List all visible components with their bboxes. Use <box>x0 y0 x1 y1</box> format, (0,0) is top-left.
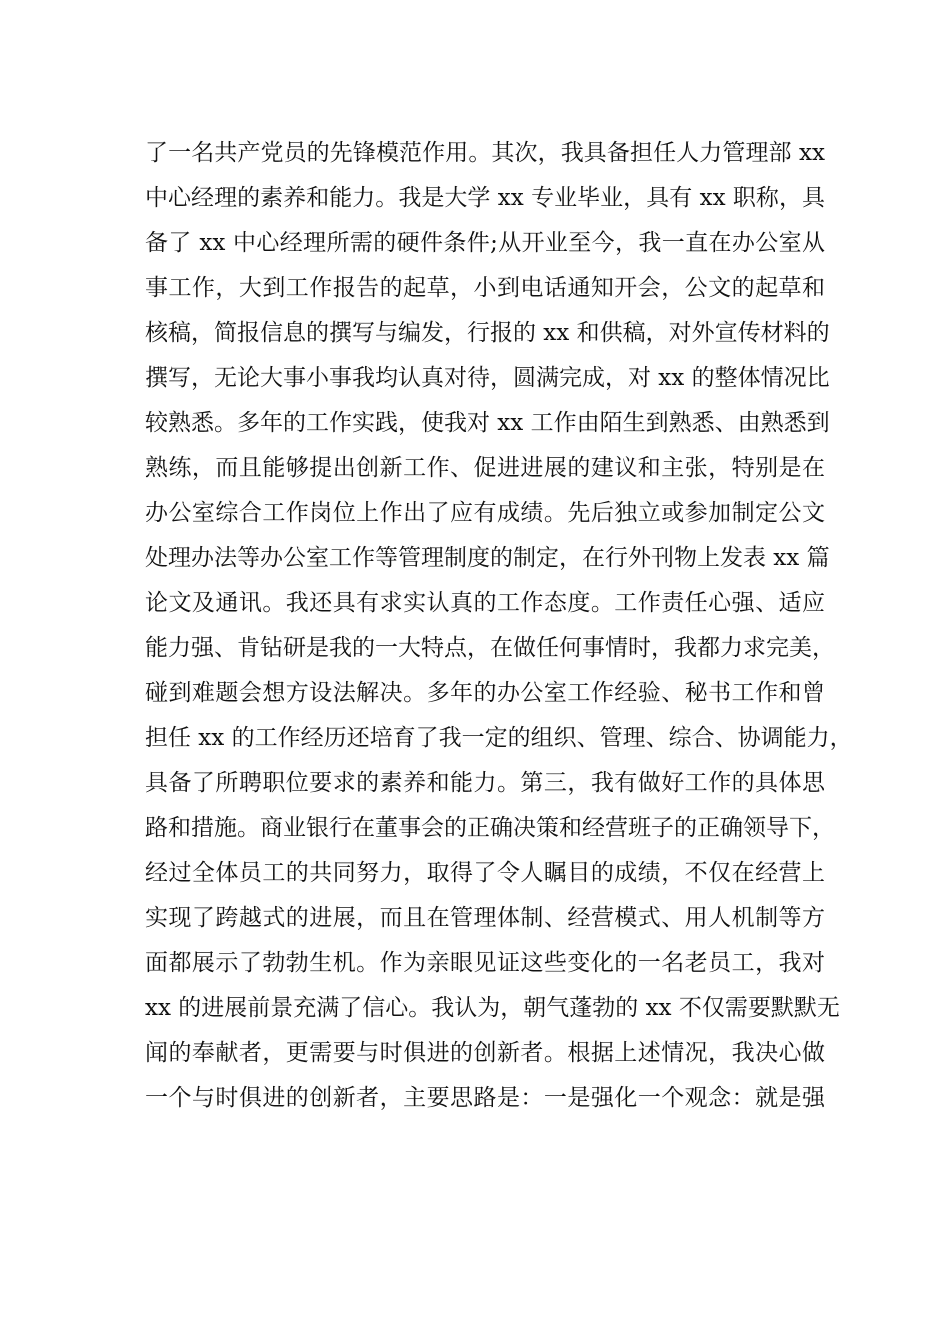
text-line: 担任 xx 的工作经历还培育了我一定的组织、管理、综合、协调能力， <box>145 725 853 751</box>
text-line: 中心经理的素养和能力。我是大学 xx 专业毕业，具有 xx 职称，具 <box>145 185 825 211</box>
text-line: 经过全体员工的共同努力，取得了令人瞩目的成绩，不仅在经营上 <box>145 860 825 886</box>
text-line: 备了 xx 中心经理所需的硬件条件;从开业至今，我一直在办公室从 <box>145 230 825 256</box>
text-line: 办公室综合工作岗位上作出了应有成绩。先后独立或参加制定公文 <box>145 500 825 526</box>
text-line: 事工作，大到工作报告的起草，小到电话通知开会，公文的起草和 <box>145 275 825 301</box>
text-line: 路和措施。商业银行在董事会的正确决策和经营班子的正确领导下， <box>145 815 835 841</box>
text-line: 闻的奉献者，更需要与时俱进的创新者。根据上述情况，我决心做 <box>145 1040 825 1066</box>
text-line: 撰写，无论大事小事我均认真对待，圆满完成，对 xx 的整体情况比 <box>145 365 830 391</box>
text-line: 论文及通讯。我还具有求实认真的工作态度。工作责任心强、适应 <box>145 590 825 616</box>
text-line: 一个与时俱进的创新者，主要思路是：一是强化一个观念：就是强 <box>145 1085 825 1111</box>
text-line: 较熟悉。多年的工作实践，使我对 xx 工作由陌生到熟悉、由熟悉到 <box>145 410 830 436</box>
text-line: 具备了所聘职位要求的素养和能力。第三，我有做好工作的具体思 <box>145 770 825 796</box>
text-line: 了一名共产党员的先锋模范作用。其次，我具备担任人力管理部 xx <box>145 140 825 166</box>
text-line: xx 的进展前景充满了信心。我认为，朝气蓬勃的 xx 不仅需要默默无 <box>145 995 840 1021</box>
text-line: 熟练，而且能够提出创新工作、促进进展的建议和主张，特别是在 <box>145 455 825 481</box>
text-line: 能力强、肯钻研是我的一大特点，在做任何事情时，我都力求完美， <box>145 635 835 661</box>
text-line: 碰到难题会想方设法解决。多年的办公室工作经验、秘书工作和曾 <box>145 680 825 706</box>
text-line: 实现了跨越式的进展，而且在管理体制、经营模式、用人机制等方 <box>145 905 825 931</box>
body-text <box>145 131 853 1121</box>
text-line: 面都展示了勃勃生机。作为亲眼见证这些变化的一名老员工，我对 <box>145 950 825 976</box>
text-line: 处理办法等办公室工作等管理制度的制定，在行外刊物上发表 xx 篇 <box>145 545 830 571</box>
text-line: 核稿，简报信息的撰写与编发，行报的 xx 和供稿，对外宣传材料的 <box>145 320 830 346</box>
